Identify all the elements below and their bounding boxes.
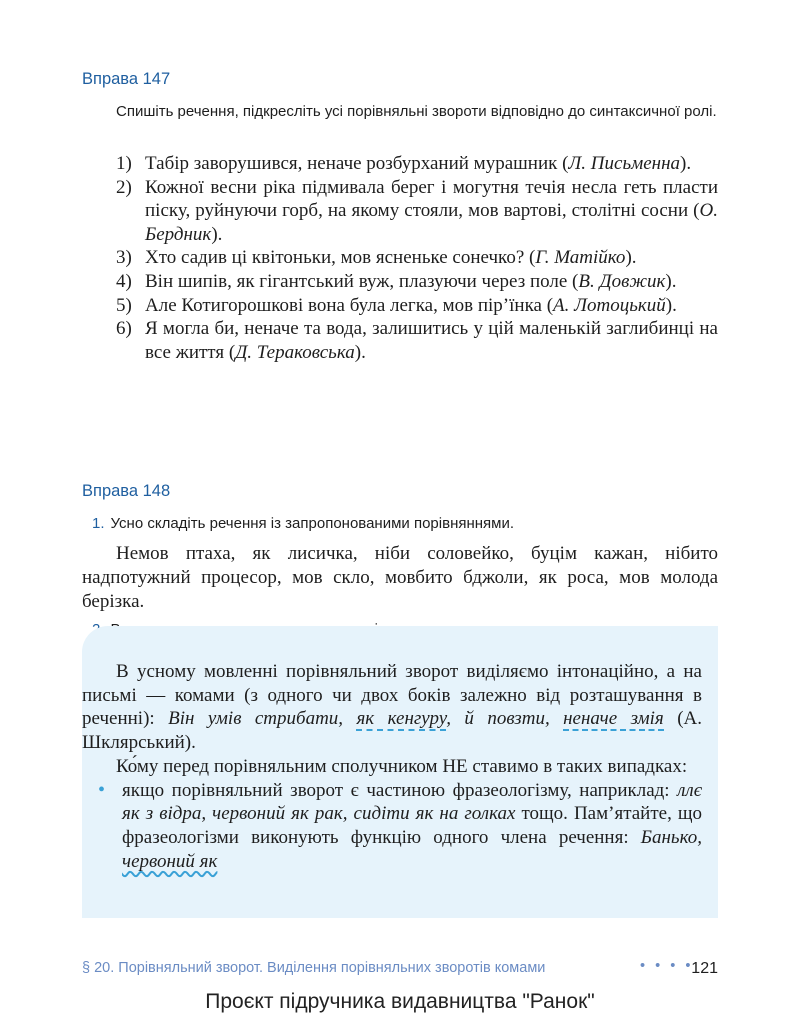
bullet-icon: • [98,778,106,801]
sentence-item [116,270,718,294]
sentence-text: Він шипів, як гігантський вуж, плазуючи через поле ( [145,270,579,292]
rule-bullet-item [82,779,702,874]
rule-example-a: Він умів стрибати, [168,708,357,730]
bullet-text-start: якщо порівняльний зворот є частиною фразеологізму, наприклад: [122,779,678,801]
sentence-text: Хто садив ці квітоньки, мов ясненьке сонечко? ( [145,247,536,269]
rule-example-underlined-1: як кенгуру [356,708,447,730]
sentence-author: Г. Матійко [535,247,626,269]
comparisons-paragraph [82,542,718,613]
exercise-147-heading: Вправа 147 [82,70,171,88]
sentence-text: Я могла би, неначе та вода, залишитись у цій маленькій заглибинці на все життя ( [145,318,718,363]
sentence-item [116,317,718,364]
bullet-example-2: Банько, [640,826,702,848]
rule-p1-start: В усному мовленні порівняльний зворот виділяємо інтонаційно, а на письмі — комами (з одного чи двох боків залежно від розташування в реченні): [82,661,702,730]
sentence-item [116,152,718,176]
exercise-147-task: Спишіть речення, підкресліть усі порівняльні звороти відповідно до синтаксичної ролі. [116,103,717,120]
sentence-number: 3) [116,247,132,269]
comparisons-text: Немов птаха, як лисичка, ніби соловейко, буцім кажан, нібито надпотужний процесор, мов скло, мовбито бджоли, як роса, мов молода берізка. [82,543,718,612]
rule-example-b: , й повзти, [446,708,564,730]
sentence-number: 4) [116,270,132,292]
sentence-text: Кожної весни ріка підмивала берег і могутня течія несла геть пласти піску, руйнуючи горб, на якому стояли, мов вартові, столітні сосни ( [145,176,718,222]
sentence-author: Д. Тераковська [235,341,355,363]
sentence-number: 2) [116,176,132,198]
publisher-watermark: Проєкт підручника видавництва "Ранок" [205,990,595,1013]
bullet-text-mid: тощо. Пам’ятайте, що фразеологізми виконують функцію одного члена речення: [122,803,702,848]
sentence-tail: ). [665,294,677,316]
sentence-number: 5) [116,294,132,316]
page-number: 121 [691,960,718,977]
sentence-text: Табір заворушився, неначе розбурханий мурашник ( [145,153,569,174]
task-1-number: 1. [92,515,105,532]
exercise-148-heading: Вправа 148 [82,482,171,500]
rule-p1-end: (А. Шклярський). [82,708,702,754]
sentence-tail: ). [665,270,677,292]
footer-dots: • • • • [640,958,694,974]
sentence-item [116,294,718,318]
rule-text [82,660,702,873]
sentence-tail: ). [680,153,692,174]
page-footer [82,958,718,980]
sentence-number: 1) [116,153,132,174]
task-1 [92,513,722,535]
footer-section-title: § 20. Порівняльний зворот. Виділення порівняльних зворотів комами [82,960,546,976]
sentence-item [116,246,718,270]
sentence-tail: ). [354,341,366,363]
sentence-author: О. Бердник [145,200,718,245]
sentence-author: Л. Письменна [568,153,681,174]
sentence-item [116,176,718,247]
bullet-example-2-underlined: червоний як [122,850,218,872]
sentence-tail: ). [625,247,637,269]
task-1-text: Усно складіть речення із запропонованими порівняннями. [110,515,515,532]
sentence-author: А. Лотоцький [553,294,666,316]
bullet-examples: ллє як з відра, червоний як рак, сидіти як на голках [122,779,702,825]
rule-example-underlined-2: неначе змія [563,708,664,730]
sentence-author: В. Довжик [578,270,666,292]
sentence-text: Але Котигорошкові вона була легка, мов пір’їнка ( [145,294,554,316]
rule-paragraph-2: Ко́му перед порівняльним сполучником НЕ ставимо в таких випадках: [116,755,688,777]
sentence-tail: ). [211,223,223,245]
sentence-list [116,152,718,364]
rule-paragraph-1 [82,660,702,755]
sentence-number: 6) [116,318,132,340]
